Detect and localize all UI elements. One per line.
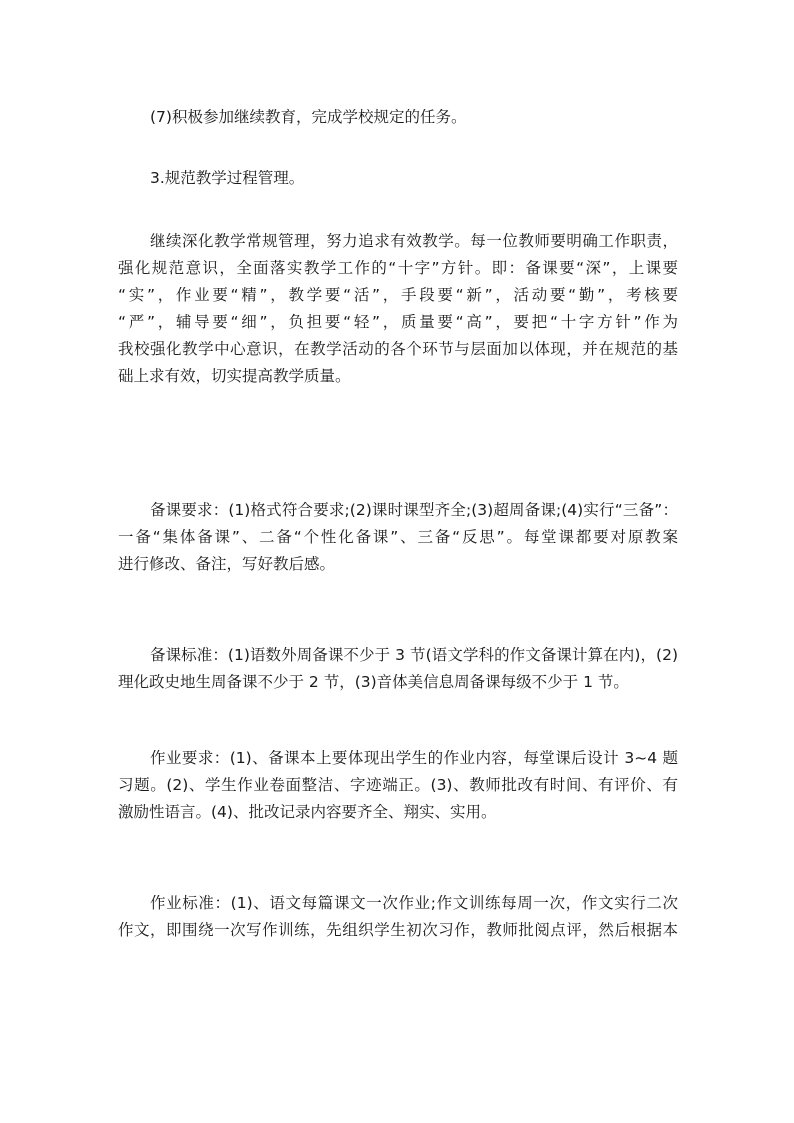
text-line: “严”，辅导要“细”，负担要“轻”，质量要“高”，要把“十字方针”作为 [118,313,678,331]
text-line: 3.规范教学过程管理。 [150,169,305,187]
text-line: 继续深化教学常规管理，努力追求有效教学。每一位教师要明确工作职责， [150,232,678,250]
text-line: 强化规范意识，全面落实教学工作的“十字”方针。即：备课要“深”，上课要 [118,259,678,277]
text-line: 作文，即围绕一次写作训练，先组织学生初次习作，教师批阅点评，然后根据本 [118,921,678,939]
paragraph-intro [118,228,678,390]
text-line: 作业标准：(1)、语文每篇课文一次作业;作文训练每周一次，作文实行二次 [150,894,678,912]
text-line: 备课要求：(1)格式符合要求;(2)课时课型齐全;(3)超周备课;(4)实行“三备”： [150,501,678,519]
paragraph-lesson-prep-standards [118,642,678,696]
text-line: 激励性语言。(4)、批改记录内容要齐全、翔实、实用。 [118,803,497,821]
text-line: 理化政史地生周备课不少于 2 节，(3)音体美信息周备课每级不少于 1 节。 [118,673,629,691]
paragraph-lesson-prep-requirements [118,497,678,578]
text-line: 我校强化教学中心意识，在教学活动的各个环节与层面加以体现，并在规范的基 [118,340,678,358]
text-line: 作业要求：(1)、备课本上要体现出学生的作业内容，每堂课后设计 3~4 题 [150,749,678,767]
paragraph-homework-standards [118,890,678,944]
paragraph-homework-requirements [118,745,678,826]
text-line: 进行修改、备注，写好教后感。 [118,555,336,573]
text-line: (7)积极参加继续教育，完成学校规定的任务。 [150,108,467,126]
text-line: 备课标准：(1)语数外周备课不少于 3 节(语文学科的作文备课计算在内)，(2) [150,646,678,664]
text-line: 础上求有效，切实提高教学质量。 [118,367,351,385]
section-heading [118,165,678,192]
text-line: 习题。(2)、学生作业卷面整洁、字迹端正。(3)、教师批改有时间、有评价、有 [118,776,678,794]
paragraph-item-7 [118,104,678,131]
text-line: “实”，作业要“精”，教学要“活”，手段要“新”，活动要“勤”，考核要 [118,286,678,304]
text-line: 一备“集体备课”、二备“个性化备课”、三备“反思”。每堂课都要对原教案 [118,528,678,546]
